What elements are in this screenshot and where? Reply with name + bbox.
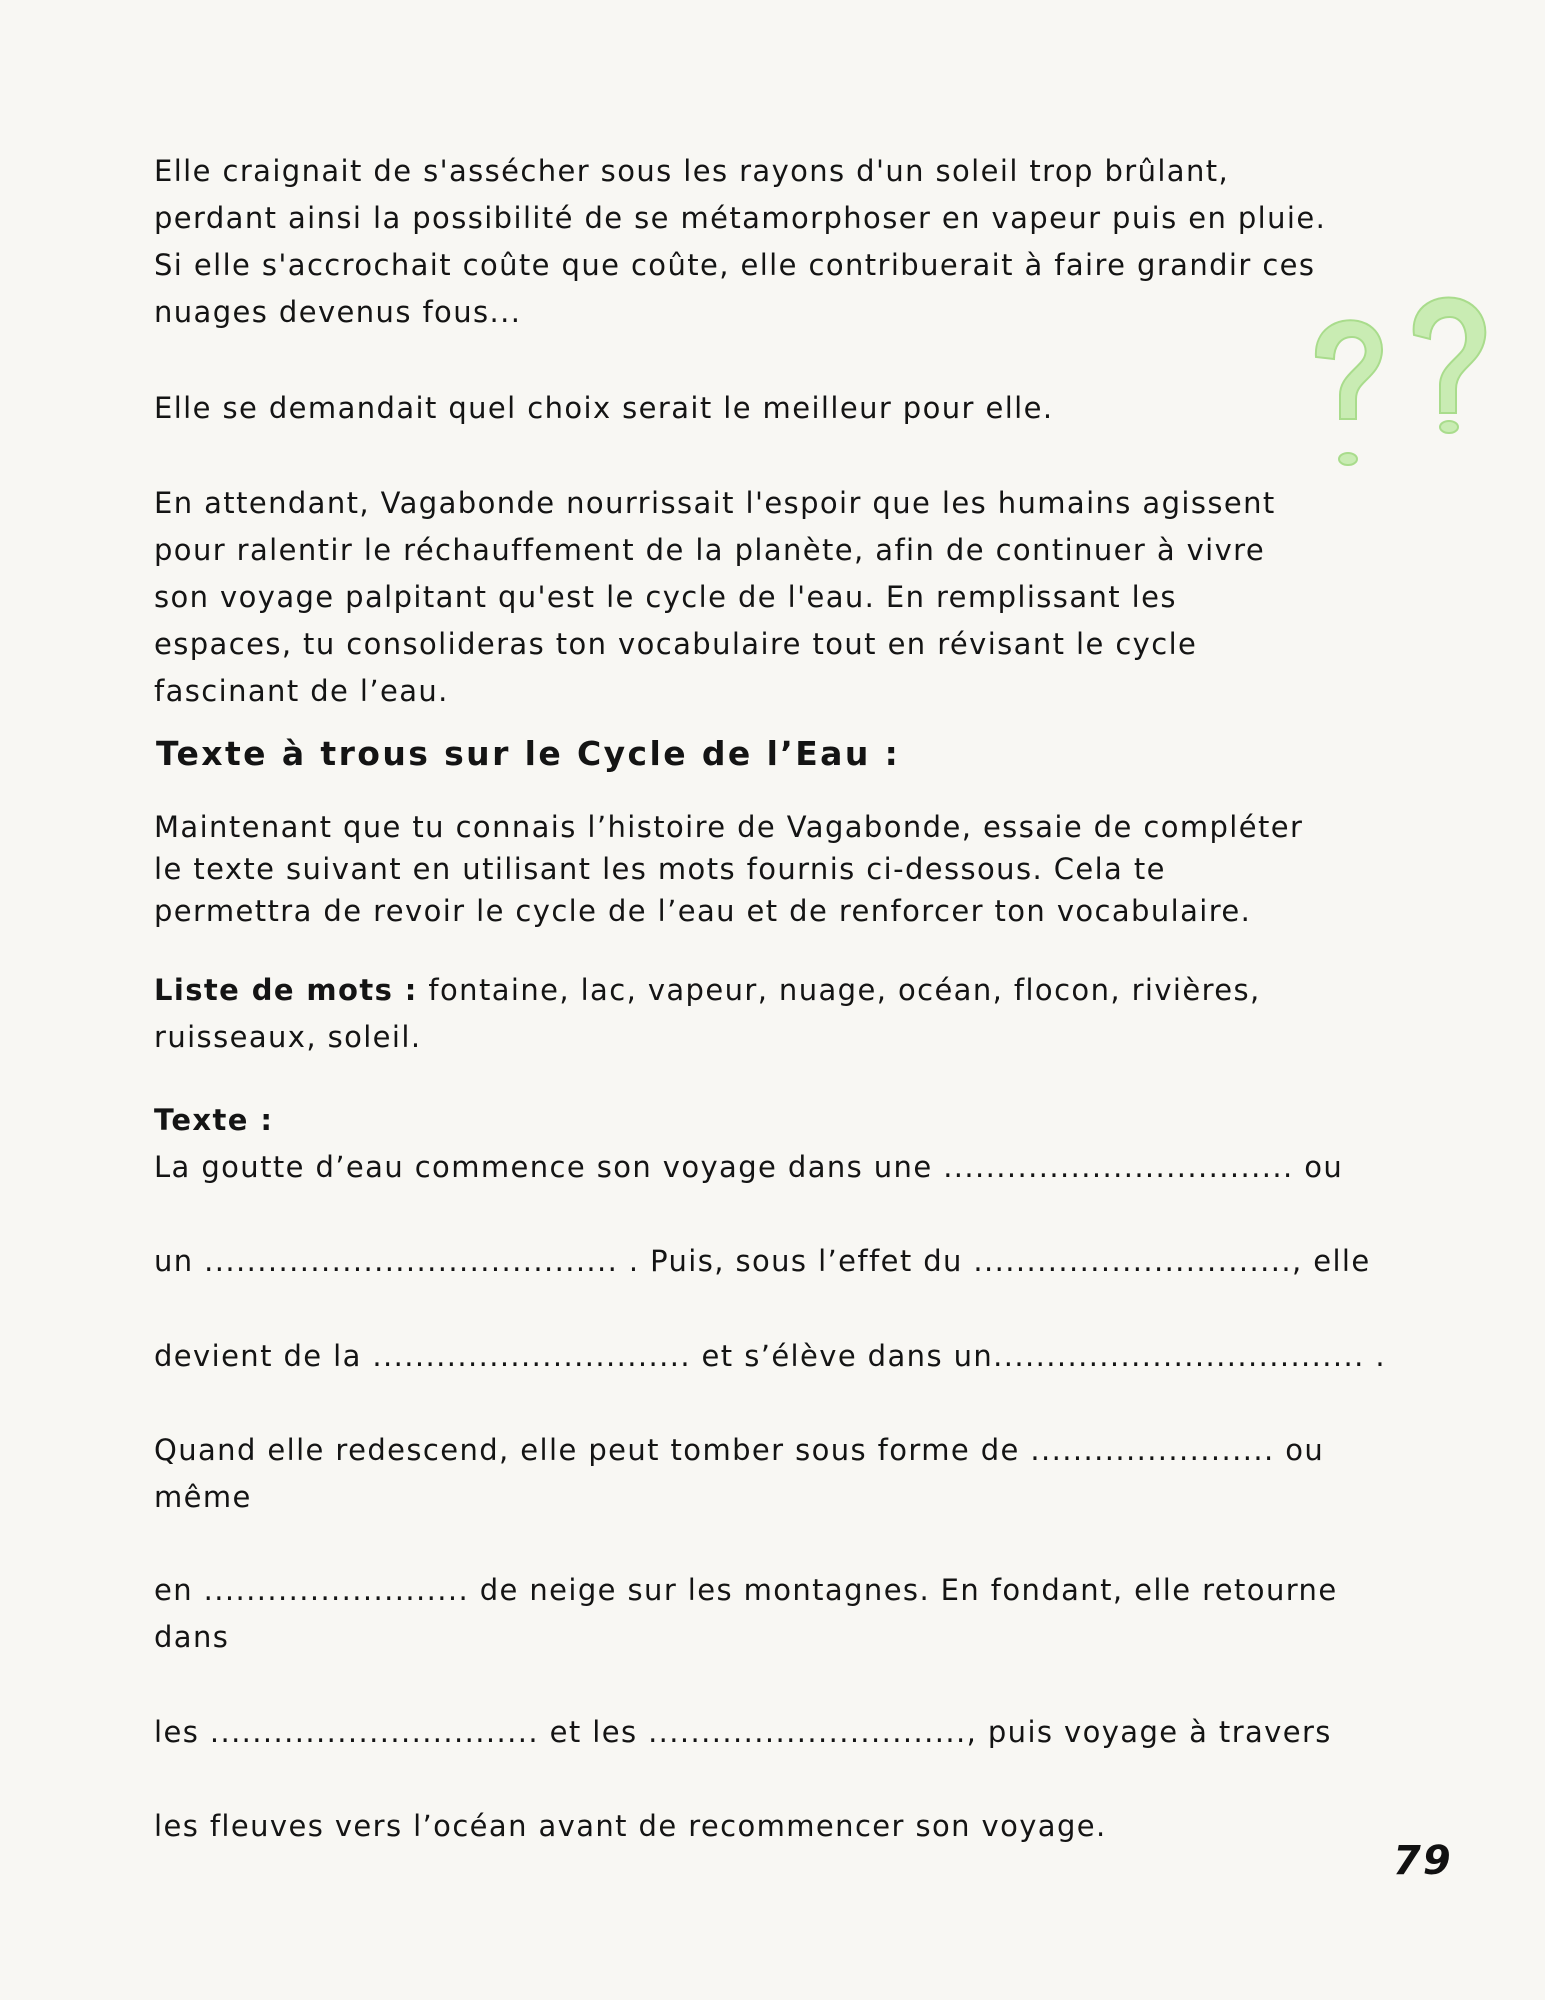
cloze-line-part: même [154,1480,252,1514]
cloze-line [154,1567,1338,1661]
word-list-line [154,967,1261,1014]
cloze-line: les ............................... et les .............................., puis voyage à travers [154,1715,1332,1749]
page-number: 79 [1393,1838,1453,1884]
story-paragraph-2: Elle se demandait quel choix serait le meilleur pour elle. [154,391,1054,425]
story-paragraph-3 [154,480,1276,715]
story-line: nuages devenus fous... [154,295,522,329]
story-line: En attendant, Vagabonde nourrissait l'espoir que les humains agissent [154,486,1276,520]
cloze-line: devient de la .............................. et s’élève dans un................................... . [154,1339,1387,1373]
story-line: Elle craignait de s'assécher sous les rayons d'un soleil trop brûlant, [154,154,1230,188]
story-line: perdant ainsi la possibilité de se métamorphoser en vapeur puis en pluie. [154,201,1327,235]
story-line: Si elle s'accrochait coûte que coûte, elle contribuerait à faire grandir ces [154,248,1316,282]
story-line: son voyage palpitant qu'est le cycle de l'eau. En remplissant les [154,580,1177,614]
document-page [154,0,1404,2000]
word-list [154,967,1261,1061]
story-line: espaces, tu consolideras ton vocabulaire tout en révisant le cycle [154,627,1198,661]
cloze-line-part: dans [154,1620,230,1654]
story-line: fascinant de l’eau. [154,674,449,708]
intro-line: le texte suivant en utilisant les mots fournis ci-dessous. Cela te [154,852,1166,886]
cloze-line-part: en ......................... de neige sur les montagnes. En fondant, elle retourne [154,1573,1338,1607]
word-list-label: Liste de mots : [154,973,418,1007]
question-marks-icon [1304,295,1494,475]
story-line: pour ralentir le réchauffement de la planète, afin de continuer à vivre [154,533,1266,567]
word-list-words: fontaine, lac, vapeur, nuage, océan, flocon, rivières, [417,973,1261,1007]
cloze-line: un ....................................... . Puis, sous l’effet du .............................., elle [154,1244,1371,1278]
intro-line: permettra de revoir le cycle de l’eau et de renforcer ton vocabulaire. [154,894,1252,928]
exercise-heading: Texte à trous sur le Cycle de l’Eau : [156,734,901,773]
cloze-line-part: Quand elle redescend, elle peut tomber sous forme de ....................... ou [154,1433,1325,1467]
cloze-line: les fleuves vers l’océan avant de recommencer son voyage. [154,1809,1107,1843]
cloze-line: La goutte d’eau commence son voyage dans une ................................. ou [154,1150,1344,1184]
word-list-line: ruisseaux, soleil. [154,1020,422,1054]
story-paragraph-1 [154,148,1326,336]
exercise-intro [154,806,1303,932]
text-label: Texte : [154,1103,274,1137]
cloze-line [154,1427,1324,1521]
intro-line: Maintenant que tu connais l’histoire de Vagabonde, essaie de compléter [154,810,1304,844]
